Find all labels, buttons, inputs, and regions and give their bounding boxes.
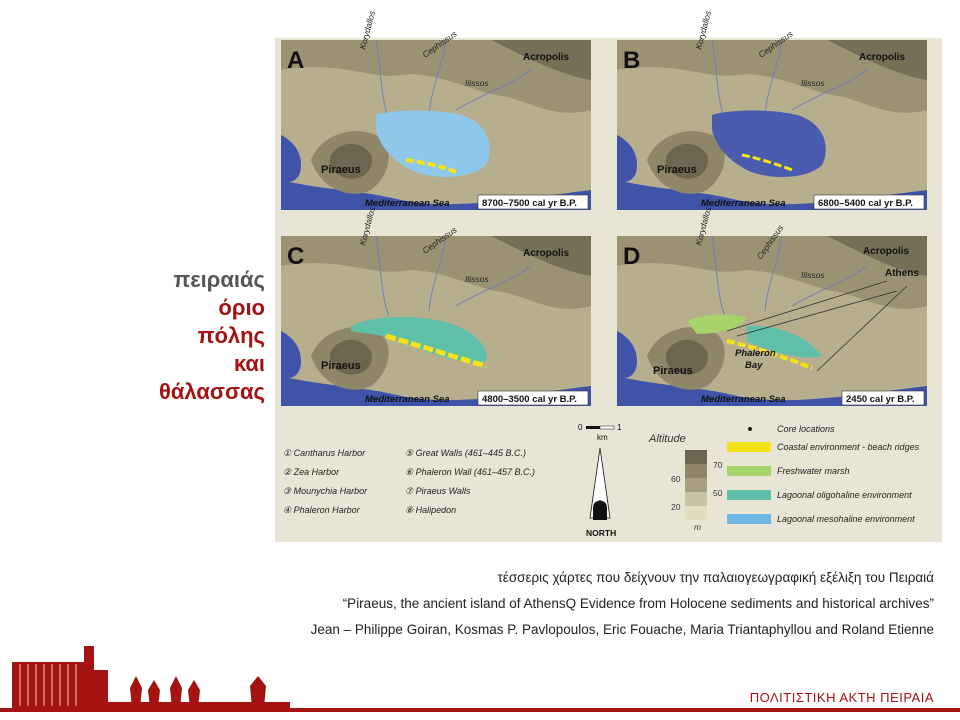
map-label: Acropolis	[523, 248, 570, 259]
legend-site: ③ Mounychia Harbor	[283, 486, 368, 496]
paleogeographic-figure	[275, 9, 942, 542]
maps-svg	[275, 9, 942, 542]
map-label: Acropolis	[863, 246, 910, 257]
title-line: πειραιάς	[173, 267, 265, 292]
altitude-label: 20	[671, 502, 681, 512]
period-label: 2450 cal yr B.P.	[846, 394, 915, 405]
legend-swatch	[727, 490, 771, 500]
port-skyline-logo	[0, 646, 290, 712]
legend-env-label: Freshwater marsh	[777, 466, 850, 476]
slide-title	[100, 266, 265, 406]
legend-env-label: Core locations	[777, 424, 835, 434]
map-label: Cephissus	[420, 28, 459, 60]
map-label: Phaleron	[735, 348, 776, 359]
period-label: 4800–3500 cal yr B.P.	[482, 394, 577, 405]
map-label: Athens	[885, 268, 919, 279]
map-label: Cephissus	[754, 222, 786, 262]
core-location-marker	[748, 427, 752, 431]
map-b	[617, 40, 927, 210]
legend-env-label: Lagoonal oligohaline environment	[777, 490, 912, 500]
title-line: πόλης	[197, 323, 265, 348]
legend-site: ② Zea Harbor	[283, 467, 340, 477]
legend-site: ① Cantharus Harbor	[283, 448, 366, 458]
altitude-title: Altitude	[649, 433, 686, 445]
map-label: Bay	[745, 360, 763, 371]
title-line: θάλασσας	[159, 379, 265, 404]
map-d	[617, 236, 927, 406]
legend-swatch	[727, 514, 771, 524]
map-label: Mediterranean Sea	[701, 394, 786, 405]
map-letter: A	[287, 47, 305, 74]
map-label: Mediterranean Sea	[365, 198, 450, 209]
map-label: Piraeus	[321, 164, 361, 176]
map-label: Acropolis	[859, 52, 906, 63]
caption-line: “Piraeus, the ancient island of AthensQ Evidence from Holocene sediments and historical archives”	[342, 596, 934, 611]
period-label: 6800–5400 cal yr B.P.	[818, 198, 913, 209]
map-label: Ilissos	[465, 78, 489, 88]
map-label: Piraeus	[321, 360, 361, 372]
caption-line: τέσσερις χάρτες που δείχνουν την παλαιογεωγραφική εξέλιξη του Πειραιά	[497, 570, 934, 585]
legend-env-label: Coastal environment - beach ridges	[777, 442, 920, 452]
map-letter: C	[287, 243, 305, 270]
map-label: Korydallos	[357, 205, 378, 247]
legend-site: ⑦ Piraeus Walls	[405, 486, 471, 496]
legend-site: ⑥ Phaleron Wall (461–457 B.C.)	[405, 467, 535, 477]
map-letter: B	[623, 47, 641, 74]
map-label: Ilissos	[801, 78, 825, 88]
map-letter: D	[623, 243, 641, 270]
map-label: Ilissos	[801, 270, 825, 280]
map-label: Mediterranean Sea	[365, 394, 450, 405]
map-label: Piraeus	[657, 164, 697, 176]
scale-unit: km	[597, 433, 608, 442]
map-label: Acropolis	[523, 52, 570, 63]
footer-brand: ΠΟΛΙΤΙΣΤΙΚΗ ΑΚΤΗ ΠΕΙΡΑΙΑ	[749, 690, 934, 705]
title-line: και	[233, 351, 265, 376]
period-label: 8700–7500 cal yr B.P.	[482, 198, 577, 209]
north-label: NORTH	[586, 528, 617, 538]
legend-site: ⑤ Great Walls (461–445 B.C.)	[405, 448, 526, 458]
scale-one: 1	[617, 423, 622, 432]
legend-site: ⑧ Halipedon	[405, 505, 457, 515]
altitude-label: 60	[671, 474, 681, 484]
map-a	[281, 40, 591, 210]
footer-divider	[0, 708, 960, 712]
altitude-label: 70	[713, 460, 723, 470]
altitude-unit: m	[694, 522, 702, 532]
map-label: Cephissus	[420, 224, 459, 256]
map-label: Piraeus	[653, 365, 693, 377]
title-line: όριο	[218, 295, 265, 320]
altitude-label: 50	[713, 488, 723, 498]
map-label: Ilissos	[465, 274, 489, 284]
legend-swatch	[727, 466, 771, 476]
map-c	[281, 236, 591, 406]
map-label: Korydallos	[693, 9, 714, 51]
caption-line: Jean – Philippe Goiran, Kosmas P. Pavlopoulos, Eric Fouache, Maria Triantaphyllou and Roland Etienne	[310, 622, 934, 637]
legend-swatch	[727, 442, 771, 452]
legend-site: ④ Phaleron Harbor	[283, 505, 360, 515]
map-label: Korydallos	[357, 9, 378, 51]
map-label: Mediterranean Sea	[701, 198, 786, 209]
legend-env-label: Lagoonal mesohaline environment	[777, 514, 915, 524]
map-label: Cephissus	[756, 28, 795, 60]
scale-zero: 0	[578, 423, 583, 432]
map-label: Korydallos	[693, 205, 714, 247]
